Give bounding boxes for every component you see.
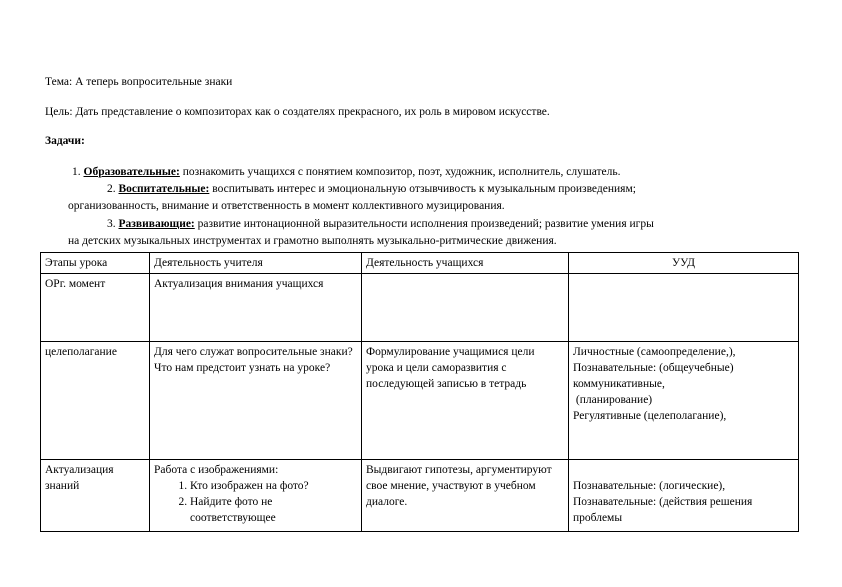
- task-2-text: воспитывать интерес и эмоциональную отзывчивость к музыкальным произведениям;: [209, 183, 636, 195]
- row2-teacher: [150, 342, 362, 460]
- row3-stage: Актуализация знаний: [41, 460, 150, 532]
- task-3-text: развитие интонационной выразительности исполнения произведений; развитие умения игры: [194, 218, 654, 230]
- topic-line: Тема: А теперь вопросительные знаки: [45, 76, 233, 88]
- table-row: [41, 460, 799, 532]
- row1-stage: ОРг. момент: [41, 274, 150, 342]
- task-3-number: 3.: [107, 218, 119, 230]
- task-1-label: Образовательные:: [83, 166, 180, 178]
- header-students: Деятельность учащихся: [362, 253, 569, 274]
- task-2-line2: организованность, внимание и ответственность в момент коллективного музицирования.: [68, 200, 505, 212]
- goal-line: Цель: Дать представление о композиторах как о создателях прекрасного, их роль в мировом искусстве.: [45, 106, 550, 118]
- list-item: 2. Найдите фото не соответствующее: [190, 494, 357, 526]
- task-1: [72, 166, 621, 178]
- table-row: [41, 274, 799, 342]
- row2-uud-line4: (планирование): [573, 394, 653, 406]
- row2-stage: целеполагание: [41, 342, 150, 460]
- row2-uud-line2: Познавательные: (общеучебные): [573, 362, 734, 374]
- table-header-row: [41, 253, 799, 274]
- row1-uud: [569, 274, 799, 342]
- header-teacher: Деятельность учителя: [150, 253, 362, 274]
- list-item: 1. Кто изображен на фото?: [190, 478, 357, 494]
- row2-students: Формулирование учащимися цели урока и цели саморазвития с последующей записью в тетрадь: [362, 342, 569, 460]
- task-2-number: 2.: [107, 183, 119, 195]
- row3-uud-line2: Познавательные: (действия решения проблемы: [573, 496, 753, 524]
- task-3: [107, 218, 654, 230]
- header-uud: УУД: [569, 253, 799, 274]
- row2-uud-line1: Личностные (самоопределение,),: [573, 346, 736, 358]
- row3-uud: [569, 460, 799, 532]
- row2-uud: [569, 342, 799, 460]
- row3-teacher-intro: Работа с изображениями:: [154, 464, 279, 476]
- row3-uud-line1: Познавательные: (логические),: [573, 480, 726, 492]
- row2-teacher-line1: Для чего служат вопросительные знаки?: [154, 346, 353, 358]
- header-stage: Этапы урока: [41, 253, 150, 274]
- row1-teacher: Актуализация внимания учащихся: [150, 274, 362, 342]
- lesson-table: [40, 252, 799, 532]
- row1-students: [362, 274, 569, 342]
- row2-uud-line3: коммуникативные,: [573, 378, 665, 390]
- table-row: [41, 342, 799, 460]
- row3-students: Выдвигают гипотезы, аргументируют свое мнение, участвуют в учебном диалоге.: [362, 460, 569, 532]
- task-3-label: Развивающие:: [118, 218, 195, 230]
- task-1-number: 1.: [72, 166, 84, 178]
- task-3-line2: на детских музыкальных инструментах и грамотно выполнять музыкально-ритмические движения.: [68, 235, 557, 247]
- task-1-text: познакомить учащихся с понятием композитор, поэт, художник, исполнитель, слушатель.: [179, 166, 621, 178]
- task-2-label: Воспитательные:: [118, 183, 210, 195]
- row3-teacher-list: [154, 478, 357, 526]
- task-2: [107, 183, 636, 195]
- tasks-title: Задачи:: [45, 135, 85, 147]
- row3-teacher: [150, 460, 362, 532]
- row2-uud-line5: Регулятивные (целеполагание),: [573, 410, 727, 422]
- row2-teacher-line2: Что нам предстоит узнать на уроке?: [154, 362, 331, 374]
